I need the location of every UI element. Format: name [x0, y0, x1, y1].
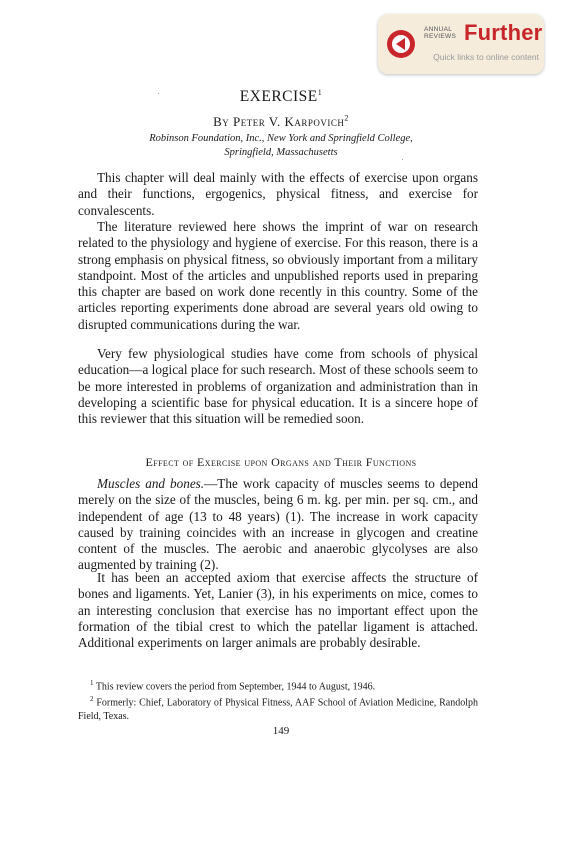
paragraph-1: This chapter will deal mainly with the effects of exercise upon organs and their functions, ergogenics, physical fitness, and exercise for convalescents. — [78, 170, 478, 218]
paragraph-2: The literature reviewed here shows the imprint of war on research related to the physiology and hygiene of exercise. For this reason, there is a strong emphasis on physical fitness, so obviously important from a military standpoint. Most of the articles and unpublished reports used in preparing this chapter are based on work done recently in this country. Some of the articles reporting experiments done abroad are several years old owing to disrupted communications during the war. — [78, 219, 478, 332]
play-arrow-icon — [386, 29, 416, 59]
footnote-1: $^1$ This review covers the period from September, 1944 to August, 1946. — [90, 679, 376, 693]
further-badge[interactable] — [378, 14, 544, 74]
author-line: By Peter V. Karpovich$^2$ — [213, 113, 349, 129]
paragraph-3: Very few physiological studies have come from schools of physical education—a logical place for such research. Most of these schools seem to be more interested in problems of organization and administration than in developing a scientific base for physical education. It is a sincere hope of this reviewer that this situation will be remedied soon. — [78, 346, 478, 427]
badge-annual-reviews — [424, 26, 456, 40]
badge-line1: ANNUAL — [424, 26, 453, 33]
footnote-2: $^2$ Formerly: Chief, Laboratory of Physical Fitness, AAF School of Aviation Medicine, Randolph Field, Texas. — [78, 695, 478, 722]
affiliation-line-1: Robinson Foundation, Inc., New York and Springfield College, — [149, 133, 413, 144]
paragraph-5: It has been an accepted axiom that exercise affects the structure of bones and ligaments. Yet, Lanier (3), in his experiments on mice, comes to an interesting conclusion that exercise has no important effect upon the formation of the tibial crest to which the patellar ligament is attached. Additional experiments on larger animals are probably desirable. — [78, 570, 478, 651]
badge-subtitle: Quick links to online content — [433, 52, 539, 62]
footnotes — [78, 677, 478, 723]
subsection-lead: Muscles and bones. — [97, 476, 205, 491]
paragraph-4: Muscles and bones.—The work capacity of muscles seems to depend merely on the size of the muscles, being 6 m. kg. per min. per sq. cm., and independent of age (13 to 48 years) (1). The increase in work capacity caused by training coincides with an increase in glycogen and creatine content of the muscles. The aerobic and anaerobic glycolyses are also augmented by training (2). — [78, 476, 479, 573]
section-heading: Effect of Exercise upon Organs and Their Functions — [145, 455, 417, 469]
page-title: EXERCISE$^1$ — [239, 87, 323, 105]
badge-brand: Further — [464, 20, 543, 45]
affiliation — [0, 132, 562, 160]
affiliation-line-2: Springfield, Massachusetts — [224, 147, 338, 158]
badge-line2: REVIEWS — [424, 33, 457, 40]
page-number: 149 — [272, 725, 290, 737]
